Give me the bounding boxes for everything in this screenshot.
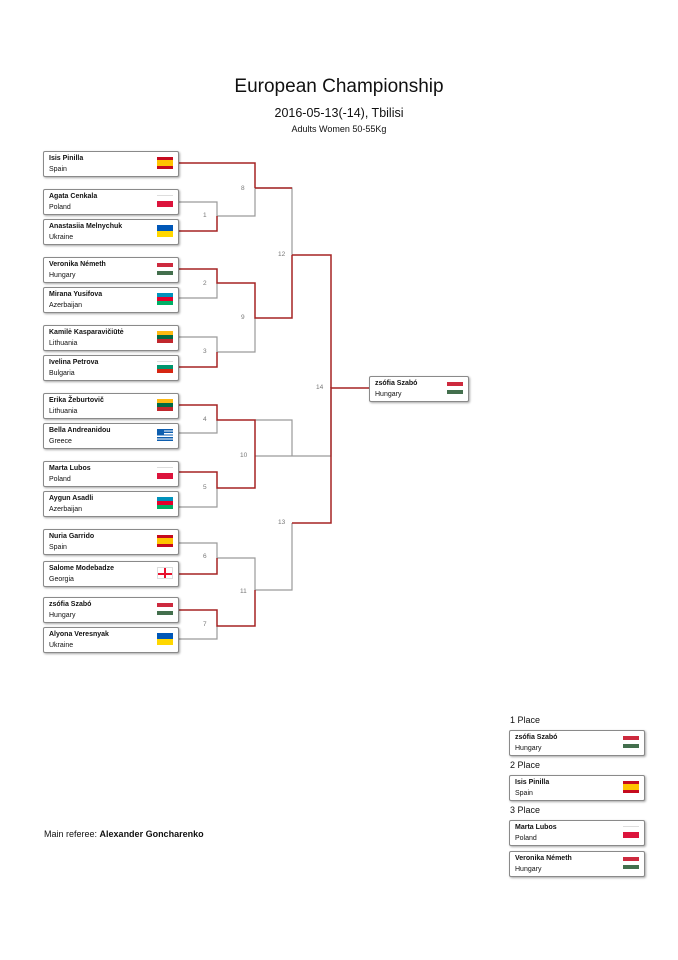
competitor-name: zsófia Szabó bbox=[49, 601, 92, 608]
competitor-country: Hungary bbox=[49, 612, 76, 619]
competitor-name: Alyona Veresnyak bbox=[49, 631, 109, 638]
competitor-country: Spain bbox=[49, 544, 67, 551]
competitor-name: Kamilė Kasparavičiūtė bbox=[49, 329, 124, 336]
main-referee bbox=[44, 829, 204, 839]
match-number: 7 bbox=[203, 621, 207, 628]
match-number: 13 bbox=[278, 519, 286, 526]
spain-flag-icon bbox=[157, 535, 173, 547]
match-number: 6 bbox=[203, 553, 207, 560]
competitor-name: Agata Cenkala bbox=[49, 193, 98, 200]
hungary-flag-icon bbox=[623, 857, 639, 869]
ukraine-flag-icon bbox=[157, 633, 173, 645]
ukraine-flag-icon bbox=[157, 225, 173, 237]
match-number: 5 bbox=[203, 484, 207, 491]
lithuania-flag-icon bbox=[157, 399, 173, 411]
competitor-box[interactable] bbox=[43, 423, 179, 449]
competitor-name: Veronika Németh bbox=[49, 261, 106, 268]
referee-label: Main referee: bbox=[44, 829, 98, 839]
match-number: 1 bbox=[203, 212, 207, 219]
competitor-country: Bulgaria bbox=[49, 370, 75, 377]
event-title: European Championship bbox=[234, 76, 444, 97]
hungary-flag-icon bbox=[157, 603, 173, 615]
weight-category: Adults Women 50-55Kg bbox=[291, 124, 387, 134]
match-number: 9 bbox=[241, 314, 245, 321]
greece-flag-icon bbox=[157, 429, 173, 441]
competitor-box[interactable] bbox=[43, 561, 179, 587]
match-number: 12 bbox=[278, 251, 286, 258]
azerbaijan-flag-icon bbox=[157, 497, 173, 509]
event-date-location: 2016-05-13(-14), Tbilisi bbox=[274, 106, 404, 120]
competitor-box[interactable] bbox=[43, 219, 179, 245]
poland-flag-icon bbox=[157, 467, 173, 479]
match-number: 2 bbox=[203, 280, 207, 287]
spain-flag-icon bbox=[157, 157, 173, 169]
competitor-name: zsófia Szabó bbox=[515, 734, 558, 741]
match-number: 8 bbox=[241, 185, 245, 192]
competitor-country: Ukraine bbox=[49, 642, 74, 649]
competitor-box[interactable] bbox=[43, 491, 179, 517]
competitor-country: Poland bbox=[515, 835, 537, 842]
hungary-flag-icon bbox=[447, 382, 463, 394]
hungary-flag-icon bbox=[157, 263, 173, 275]
competitor-country: Poland bbox=[49, 204, 71, 211]
third-place-box[interactable] bbox=[509, 851, 645, 877]
competitor-country: Poland bbox=[49, 476, 71, 483]
competitor-box[interactable] bbox=[43, 189, 179, 215]
referee-name: Alexander Goncharenko bbox=[99, 829, 204, 839]
spain-flag-icon bbox=[623, 781, 639, 793]
third-place-label: 3 Place bbox=[510, 805, 541, 815]
competitor-box[interactable] bbox=[43, 151, 179, 177]
competitor-box[interactable] bbox=[43, 529, 179, 555]
third-place-box[interactable] bbox=[509, 820, 645, 846]
competitor-box[interactable] bbox=[43, 627, 179, 653]
poland-flag-icon bbox=[623, 826, 639, 838]
competitor-name: Nuria Garrido bbox=[49, 533, 95, 540]
second-place-label: 2 Place bbox=[510, 760, 541, 770]
first-place-label: 1 Place bbox=[510, 715, 541, 725]
match-number: 3 bbox=[203, 348, 207, 355]
competitor-country: Lithuania bbox=[49, 340, 78, 347]
winner-box[interactable] bbox=[369, 376, 469, 402]
competitor-name: Bella Andreanidou bbox=[49, 427, 111, 434]
match-number: 11 bbox=[240, 588, 247, 595]
competitor-country: Azerbaijan bbox=[49, 302, 83, 309]
competitor-name: Aygun Asadli bbox=[49, 495, 94, 502]
competitor-country: Greece bbox=[49, 438, 72, 445]
competitor-name: Veronika Németh bbox=[515, 855, 572, 862]
competitor-box[interactable] bbox=[43, 257, 179, 283]
competitor-name: Anastasiia Melnychuk bbox=[49, 223, 123, 230]
competitor-name: Ivelina Petrova bbox=[49, 359, 99, 366]
azerbaijan-flag-icon bbox=[157, 293, 173, 305]
competitor-country: Spain bbox=[515, 790, 533, 797]
hungary-flag-icon bbox=[623, 736, 639, 748]
second-place-box[interactable] bbox=[509, 775, 645, 801]
competitor-box[interactable] bbox=[43, 287, 179, 313]
competitor-country: Hungary bbox=[515, 866, 542, 873]
competitor-box[interactable] bbox=[43, 393, 179, 419]
competitor-country: Hungary bbox=[49, 272, 76, 279]
bulgaria-flag-icon bbox=[157, 361, 173, 373]
first-place-box[interactable] bbox=[509, 730, 645, 756]
competitor-name: Marta Lubos bbox=[515, 824, 557, 831]
competitor-box[interactable] bbox=[43, 597, 179, 623]
competitor-name: Erika Žeburtovič bbox=[49, 397, 104, 404]
competitor-name: Isis Pinilla bbox=[515, 779, 550, 786]
competitor-country: Spain bbox=[49, 166, 67, 173]
competitor-box[interactable] bbox=[43, 355, 179, 381]
competitor-name: Isis Pinilla bbox=[49, 155, 84, 162]
lithuania-flag-icon bbox=[157, 331, 173, 343]
competitor-country: Azerbaijan bbox=[49, 506, 83, 513]
winner-name: zsófia Szabó bbox=[375, 380, 418, 387]
competitor-box[interactable] bbox=[43, 461, 179, 487]
match-number: 4 bbox=[203, 416, 207, 423]
poland-flag-icon bbox=[157, 195, 173, 207]
match-number: 14 bbox=[316, 384, 324, 391]
competitor-country: Ukraine bbox=[49, 234, 74, 241]
match-number: 10 bbox=[240, 452, 248, 459]
competitor-country: Georgia bbox=[49, 576, 74, 583]
competitor-country: Hungary bbox=[515, 745, 542, 752]
winner-country: Hungary bbox=[375, 391, 402, 398]
competitor-box[interactable] bbox=[43, 325, 179, 351]
competitor-name: Salome Modebadze bbox=[49, 565, 114, 572]
competitor-name: Mirana Yusifova bbox=[49, 291, 103, 298]
competitor-name: Marta Lubos bbox=[49, 465, 91, 472]
georgia-flag-icon bbox=[157, 567, 173, 579]
competitor-country: Lithuania bbox=[49, 408, 78, 415]
